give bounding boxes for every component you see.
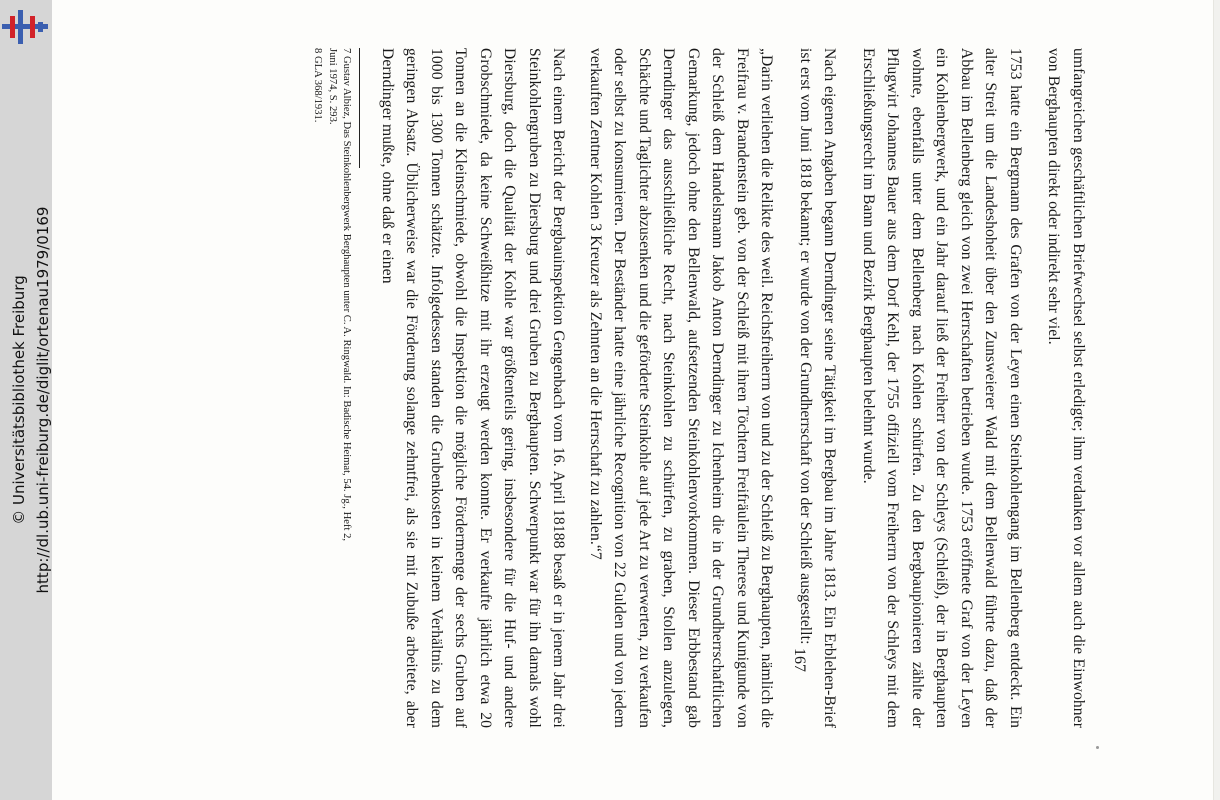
page-text-block [190,48,1090,728]
paragraph: Nach einem Bericht der Bergbauinspektion Gengenbach vom 16. April 18188 besaß er in jenem Jahr drei Steinkohlengruben zu Diersburg und drei Gruben zu Berghaupten. Schwerpunkt war für ihn damals wohl Diersburg, doch die Qualität der Kohle war größtenteils gering, insbesondere für die Huf- und andere Grobschmiede, da keine Schweißhitze mit ihr erzeugt werden konnte. Er verkaufte jährlich etwa 20 Tonnen an die Kleinschmiede, obwohl die Inspektion die mögliche Fördermenge der sechs Gruben auf 1000 bis 1300 Tonnen schätzte. Infolgedessen standen die Grubenkosten in keinem Verhältnis zu dem geringen Absatz. Üblicherweise war die Förderung solange zehntfrei, als sie mit Zubuße arbeitete, aber Derndinger mußte, ohne daß er einen [379,48,568,728]
footnote-rule [360,48,361,168]
page-edge [1213,0,1220,800]
copyright-notice: © Universitätsbibliothek Freiburg [10,275,28,525]
source-url[interactable]: http://dl.ub.uni-freiburg.de/diglit/ortenau1979/0169 [34,206,52,594]
footnote-continuation: Juni 1974, S. 293. [327,48,338,125]
paragraph: umfangreichen geschäftlichen Briefwechsel selbst erledigte; ihm verdanken vor allem auch die Einwohner von Berghaupten direkt oder indirekt sehr viel. [1045,48,1087,728]
paragraph: 1753 hatte ein Bergmann des Grafen von der Leyen einen Steinkohlengang im Bellenberg entdeckt. Ein alter Streit um die Landeshoheit über den Zunsweierer Wald mit dem Bellenwald führte dazu, daß der Abbau im Bellenberg gleich von zwei Herrschaften betrieben wurde. 1753 eröffnete Graf von der Leyen ein Kohlenbergwerk, und ein Jahr darauf ließ der Freiherr von der Schleys (Schleiß), der in Berghaupten wohnte, ebenfalls unter dem Bellenberg nach Kohlen schürfen. Zu den Bergbaupionieren zählte der Pflugwirt Johannes Bauer aus dem Dorf Kehl, der 1755 offiziell vom Freiherrn von der Schleys mit dem Erschließungsrecht im Bann und Bezirk Berghaupten belehnt wurde. [860,48,1024,728]
page-number: 167 [791,648,808,672]
left-margin [0,0,52,800]
footnote: 8 GLA 368/1931. [312,48,324,123]
quote-paragraph: „Darin verliehen die Relikte des weil. Reichsfreiherrn von und zu der Schleiß zu Berghaupten, nämlich die Freifrau v. Brandenstein geb. von der Schleiß mit ihren Töchtern Freifräulein Therese und Kunigunde von der Schleiß dem Handelsmann Jakob Anton Derndinger zu Ichenheim die in der Grundherrschaftlichen Gemarkung, jedoch ohne den Bellenwald, aufsetzenden Steinkohlenvorkommen. Dieser Erbbestand gab Derndinger das ausschließliche Recht, nach Steinkohlen zu schürfen, zu graben, Stollen anzulegen, Schächte und Taglichter abzusenken und die geförderte Steinkohle auf jede Art zu verwerten, zu verkaufen oder selbst zu konsumieren. Der Beständer hatte eine jährliche Recognition von 22 Gulden und von jedem verkauften Zentner Kohlen 3 Kreuzer als Zehnten an die Herrschaft zu zahlen.“7 [587,48,776,728]
paragraph: Nach eigenen Angaben begann Derndinger seine Tätigkeit im Bergbau im Jahre 1813. Ein Erblehen-Brief ist erst vom Juni 1818 bekannt; er wurde von der Grundherrschaft von der Schleiß ausgestellt: [797,48,839,728]
scan-speck [1096,746,1099,749]
footnote: 7 Gustav Albiez, Das Steinkohlenbergwerk Berghaupten unter C. A. Ringwald. In: Badische Heimat, 54. Jg., Heft 2, [341,48,353,542]
